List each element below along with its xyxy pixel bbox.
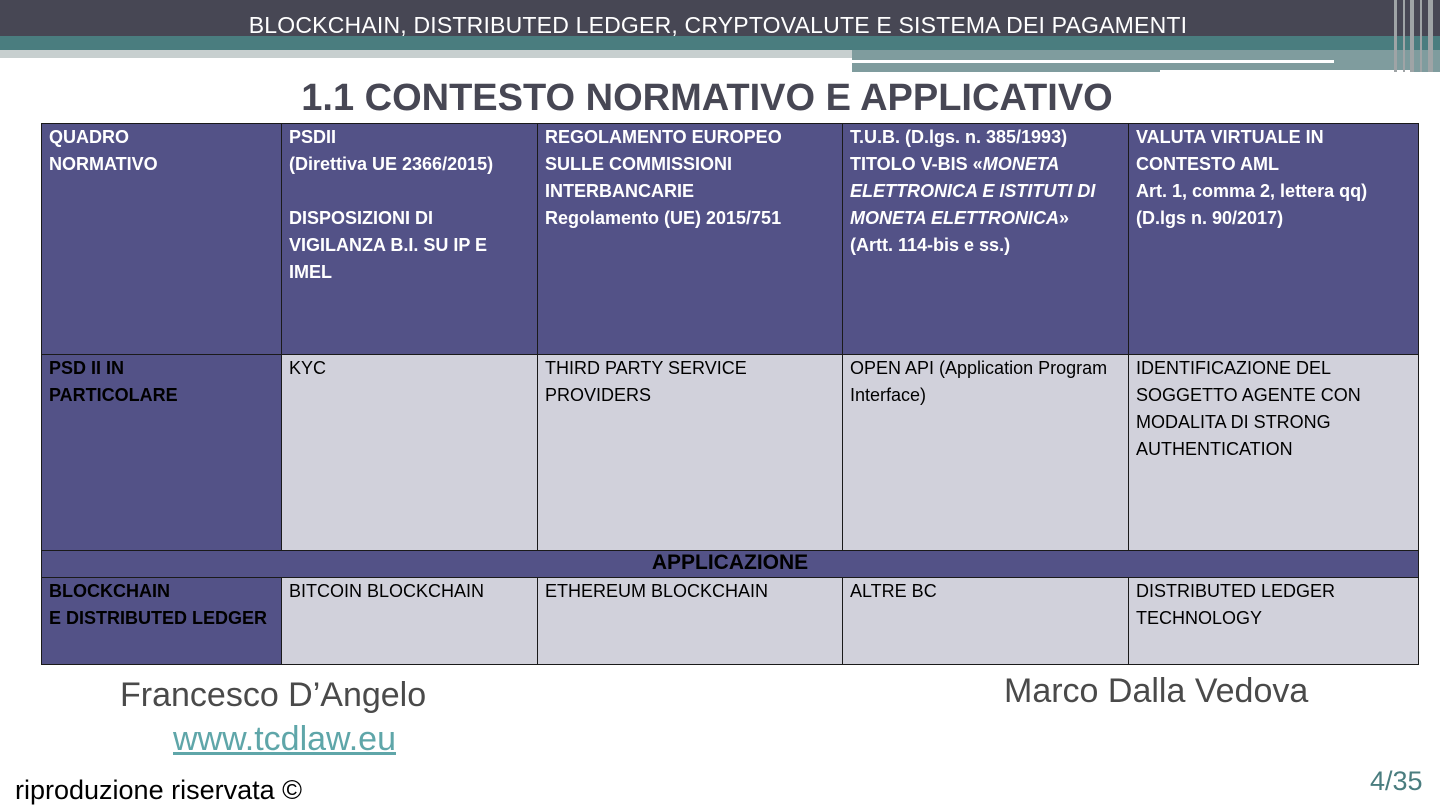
cell-tub: [850, 124, 1121, 259]
cell-altre-bc: ALTRE BC: [850, 581, 937, 601]
table-cell: [1129, 355, 1419, 551]
cell-open-api: OPEN API (Application Program Interface): [850, 358, 1108, 405]
header-light-band: [0, 50, 852, 58]
copyright-notice: riproduzione riservata ©: [15, 775, 303, 805]
website-link[interactable]: www.tcdlaw.eu: [173, 720, 396, 758]
cell-dlt: DISTRIBUTED LEDGER TECHNOLOGY: [1136, 581, 1336, 628]
cell-tub-part-c: » (Artt. 114-bis e ss.): [850, 208, 1070, 255]
table-cell: [42, 578, 282, 665]
section-label-applicazione: APPLICAZIONE: [42, 551, 1419, 578]
table-cell: [1129, 124, 1419, 355]
cell-identificazione: IDENTIFICAZIONE DEL SOGGETTO AGENTE CON MODALITA DI STRONG AUTHENTICATION: [1136, 358, 1361, 459]
table-cell: [538, 578, 843, 665]
table-cell: [538, 124, 843, 355]
decorative-line: [852, 60, 1334, 63]
cell-psdii: PSDII (Direttiva UE 2366/2015) DISPOSIZIONI DI VIGILANZA B.I. SU IP E IMEL: [289, 127, 494, 282]
table-cell: [42, 124, 282, 355]
row-label-blockchain: BLOCKCHAIN E DISTRIBUTED LEDGER: [49, 581, 268, 628]
table-cell: [1129, 578, 1419, 665]
normative-table: [41, 123, 1419, 665]
table-cell: [843, 124, 1129, 355]
table-cell: [843, 355, 1129, 551]
cell-ethereum: ETHEREUM BLOCKCHAIN: [545, 581, 769, 601]
table-cell: [282, 124, 538, 355]
decorative-line: [1160, 70, 1410, 74]
table-row: [42, 124, 1419, 355]
table-cell: [42, 355, 282, 551]
author-name: Francesco D’Angelo: [120, 676, 427, 714]
table-row: [42, 578, 1419, 665]
table-cell: [843, 578, 1129, 665]
cell-valuta-virtuale: VALUTA VIRTUALE IN CONTESTO AML Art. 1, comma 2, lettera qq) (D.lgs n. 90/2017): [1136, 127, 1368, 228]
cell-third-party: THIRD PARTY SERVICE PROVIDERS: [545, 358, 747, 405]
header-title: BLOCKCHAIN, DISTRIBUTED LEDGER, CRYPTOVALUTE E SISTEMA DEI PAGAMENTI: [248, 12, 1188, 38]
table-cell: [538, 355, 843, 551]
page-number: 4/35: [1370, 766, 1423, 796]
cell-regolamento-europeo: REGOLAMENTO EUROPEO SULLE COMMISSIONI INTERBANCARIE Regolamento (UE) 2015/751: [545, 127, 782, 228]
table-row: [42, 355, 1419, 551]
table-row: [42, 551, 1419, 578]
row-label-psd-ii: PSD II IN PARTICOLARE: [49, 358, 178, 405]
author-name: Marco Dalla Vedova: [1004, 672, 1309, 710]
cell-tub-italic: MONETA ELETTRONICA E ISTITUTI DI MONETA ELETTRONICA: [850, 154, 1096, 228]
cell-kyc: KYC: [289, 358, 327, 378]
cell-bitcoin: BITCOIN BLOCKCHAIN: [289, 581, 485, 601]
table-cell: [282, 578, 538, 665]
table-cell: [282, 355, 538, 551]
slide-title: 1.1 CONTESTO NORMATIVO E APPLICATIVO: [301, 77, 1113, 119]
cell-tub-part-a: T.U.B. (D.lgs. n. 385/1993) TITOLO V-BIS «: [850, 127, 1068, 174]
row-label-quadro-normativo: QUADRO NORMATIVO: [49, 127, 158, 174]
